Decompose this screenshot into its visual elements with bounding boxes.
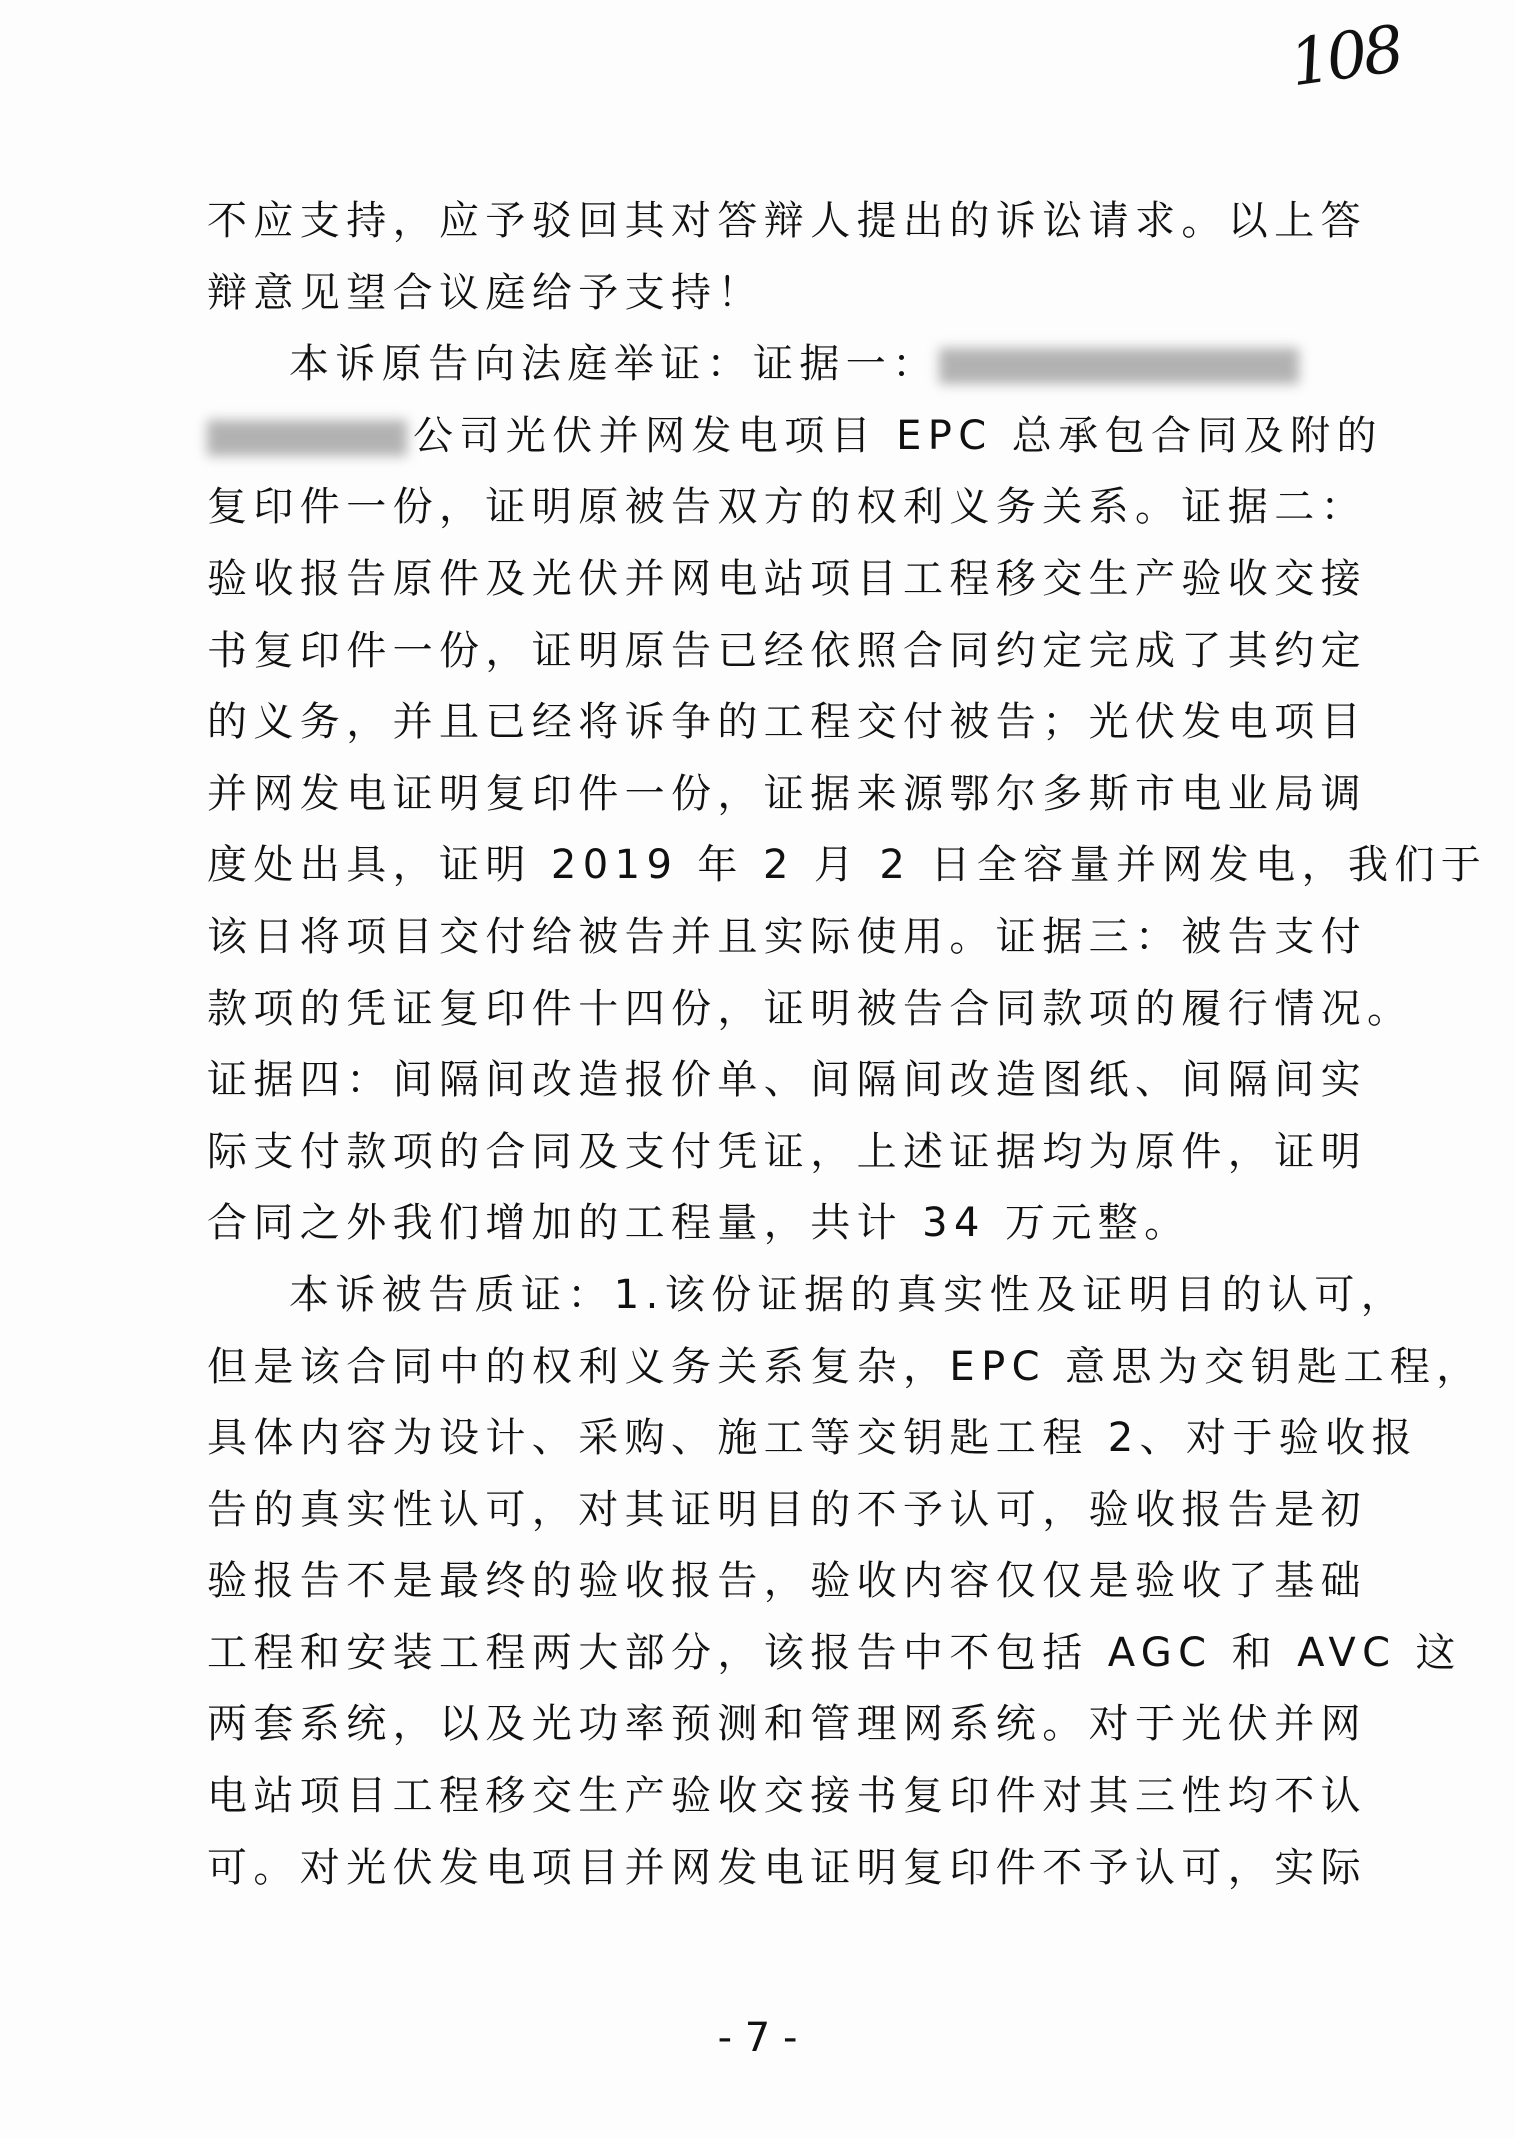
text-line: 书复印件一份，证明原告已经依照合同约定完成了其约定 [207,627,1367,674]
document-body [207,186,1488,1904]
text-line: 度处出具，证明 2019 年 2 月 2 日全容量并网发电，我们于 [207,842,1488,889]
text-line: 际支付款项的合同及支付凭证，上述证据均为原件，证明 [207,1128,1367,1175]
text-line: 电站项目工程移交生产验收交接书复印件对其三性均不认 [207,1773,1367,1820]
text-line: 不应支持，应予驳回其对答辩人提出的诉讼请求。以上答 [207,198,1367,244]
text-line: 款项的凭证复印件十四份，证明被告合同款项的履行情况。 [207,985,1414,1032]
text-line: 本诉被告质证：1.该份证据的真实性及证明目的认可， [289,1271,1408,1318]
text-line: 证据四：间隔间改造报价单、间隔间改造图纸、间隔间实 [207,1057,1367,1104]
text-line: 辩意见望合议庭给予支持！ [207,269,764,316]
text-line: 并网发电证明复印件一份，证据来源鄂尔多斯市电业局调 [207,770,1367,817]
text-line: 验报告不是最终的验收报告，验收内容仅仅是验收了基础 [207,1558,1367,1605]
redacted-text [939,348,1299,384]
text-line: 告的真实性认可，对其证明目的不予认可，验收报告是初 [207,1486,1367,1533]
text-line: 的义务，并且已经将诉争的工程交付被告；光伏发电项目 [207,699,1367,746]
text-line: 具体内容为设计、采购、施工等交钥匙工程 2、对于验收报 [207,1415,1418,1462]
text-line: 该日将项目交付给被告并且实际使用。证据三：被告支付 [207,913,1367,960]
text-line [207,329,1212,401]
text-line: 可。对光伏发电项目并网发电证明复印件不予认可，实际 [207,1844,1367,1891]
text-line: 工程和安装工程两大部分，该报告中不包括 AGC 和 AVC 这 [207,1629,1462,1676]
text-segment: 公司光伏并网发电项目 EPC 总承包合同及附的 [413,412,1383,459]
page-number: - 7 - [717,2015,798,2061]
text-segment: 本诉原告向法庭举证：证据一： [289,341,939,388]
handwritten-page-number: 108 [1285,12,1405,102]
text-line [207,401,1383,473]
text-line: 合同之外我们增加的工程量，共计 34 万元整。 [207,1200,1191,1247]
text-line: 验收报告原件及光伏并网电站项目工程移交生产验收交接 [207,555,1367,602]
text-line: 但是该合同中的权利义务关系复杂，EPC 意思为交钥匙工程， [207,1343,1483,1390]
redacted-text [207,420,407,456]
text-line: 两套系统，以及光功率预测和管理网系统。对于光伏并网 [207,1701,1367,1748]
text-line: 复印件一份，证明原被告双方的权利义务关系。证据二： [207,484,1367,531]
